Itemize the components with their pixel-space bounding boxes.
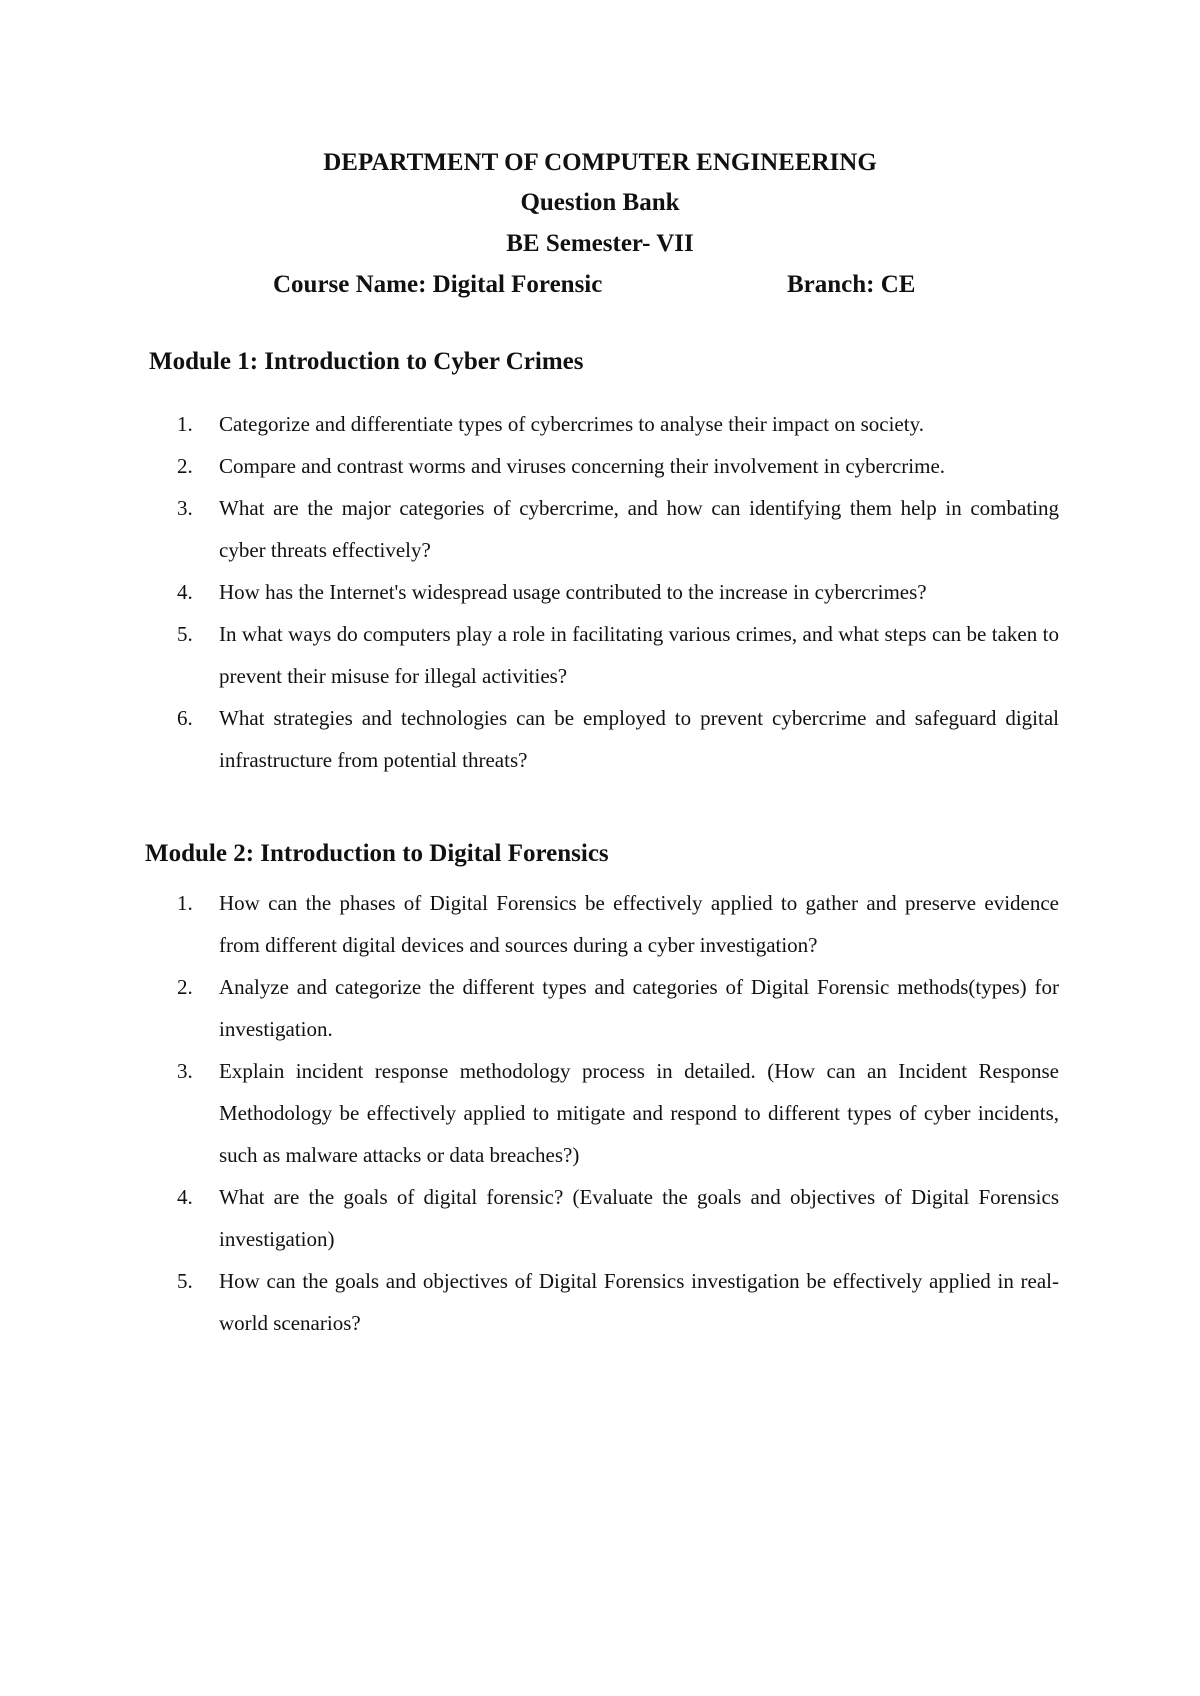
module-2-question-list bbox=[177, 882, 1059, 1344]
question-item bbox=[177, 1260, 1059, 1344]
module-2-heading: Module 2: Introduction to Digital Forensics bbox=[145, 840, 609, 867]
question-number: 1. bbox=[177, 412, 193, 436]
question-item bbox=[177, 403, 1059, 445]
question-number: 4. bbox=[177, 580, 193, 604]
question-number: 2. bbox=[177, 975, 193, 999]
question-item bbox=[177, 571, 1059, 613]
question-number: 6. bbox=[177, 706, 193, 730]
question-item bbox=[177, 487, 1059, 571]
course-name: Course Name: Digital Forensic bbox=[273, 271, 603, 298]
question-text: What strategies and technologies can be employed to prevent cybercrime and safeguard digital infrastructure from potential threats? bbox=[219, 706, 1059, 772]
department-title: DEPARTMENT OF COMPUTER ENGINEERING bbox=[323, 149, 877, 176]
question-item bbox=[177, 882, 1059, 966]
question-text: How can the phases of Digital Forensics be effectively applied to gather and preserve evidence from different digital devices and sources during a cyber investigation? bbox=[219, 891, 1059, 957]
branch-label: Branch: CE bbox=[787, 271, 916, 298]
question-number: 5. bbox=[177, 1269, 193, 1293]
question-text: What are the goals of digital forensic? (Evaluate the goals and objectives of Digital Forensics investigation) bbox=[219, 1185, 1059, 1251]
question-number: 3. bbox=[177, 496, 193, 520]
question-item bbox=[177, 445, 1059, 487]
question-item bbox=[177, 1050, 1059, 1176]
module-1-heading: Module 1: Introduction to Cyber Crimes bbox=[149, 348, 584, 375]
question-item bbox=[177, 966, 1059, 1050]
question-number: 1. bbox=[177, 891, 193, 915]
module-1-question-list bbox=[177, 403, 1059, 781]
question-text: Compare and contrast worms and viruses concerning their involvement in cybercrime. bbox=[219, 454, 946, 478]
question-text: Explain incident response methodology process in detailed. (How can an Incident Response Methodology be effectively applied to mitigate and respond to different types of cyber incidents, such as malware attacks or data breaches?) bbox=[219, 1059, 1059, 1167]
question-number: 4. bbox=[177, 1185, 193, 1209]
question-number: 3. bbox=[177, 1059, 193, 1083]
question-text: In what ways do computers play a role in facilitating various crimes, and what steps can be taken to prevent their misuse for illegal activities? bbox=[219, 622, 1059, 688]
question-text: Analyze and categorize the different types and categories of Digital Forensic methods(types) for investigation. bbox=[219, 975, 1059, 1041]
document-title: Question Bank bbox=[520, 189, 680, 216]
question-item bbox=[177, 613, 1059, 697]
question-text: What are the major categories of cybercrime, and how can identifying them help in combating cyber threats effectively? bbox=[219, 496, 1059, 562]
question-item bbox=[177, 697, 1059, 781]
question-item bbox=[177, 1176, 1059, 1260]
semester-label: BE Semester- VII bbox=[506, 230, 694, 257]
question-text: Categorize and differentiate types of cybercrimes to analyse their impact on society. bbox=[219, 412, 924, 436]
question-number: 5. bbox=[177, 622, 193, 646]
question-number: 2. bbox=[177, 454, 193, 478]
question-text: How has the Internet's widespread usage contributed to the increase in cybercrimes? bbox=[219, 580, 927, 604]
question-text: How can the goals and objectives of Digital Forensics investigation be effectively applied in real-world scenarios? bbox=[219, 1269, 1059, 1335]
